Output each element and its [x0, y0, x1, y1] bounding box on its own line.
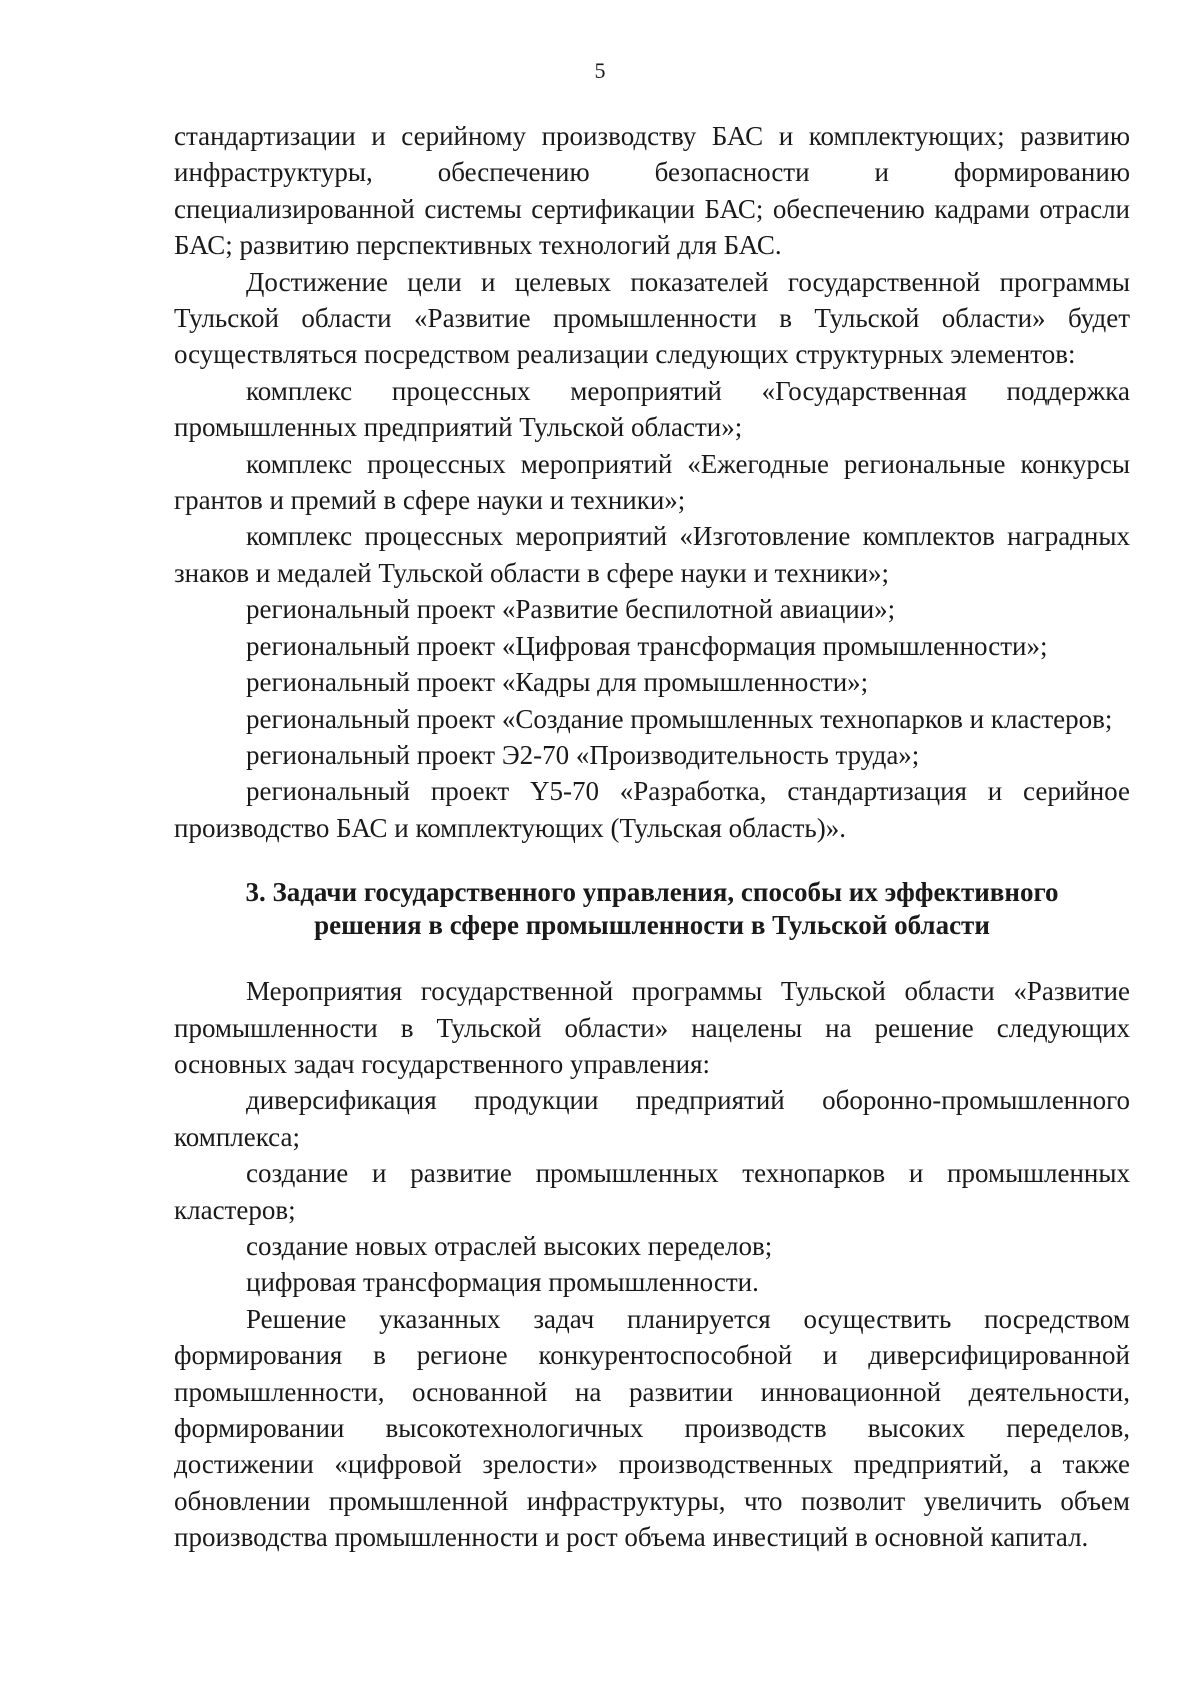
list-item: региональный проект «Кадры для промышленности»;	[246, 667, 869, 698]
list-item: цифровая трансформация промышленности.	[246, 1267, 759, 1298]
list-item: региональный проект «Создание промышленных технопарков и кластеров;	[246, 703, 1113, 734]
list-item: создание и развитие промышленных технопарков и промышленных кластеров;	[174, 1158, 1130, 1225]
section-heading-line: решения в сфере промышленности в Тульской области	[314, 910, 990, 941]
list-item: региональный проект Y5-70 «Разработка, стандартизация и серийное производство БАС и комплектующих (Тульская область)».	[174, 776, 1130, 843]
paragraph: Мероприятия государственной программы Тульской области «Развитие промышленности в Тульской области» нацелены на решение следующих основных задач государственного управления:	[174, 976, 1130, 1079]
paragraph: Достижение цели и целевых показателей государственной программы Тульской области «Развитие промышленности в Тульской области» будет осуществляться посредством реализации следующих структурных элементов:	[174, 266, 1130, 370]
paragraph: стандартизации и серийному производству БАС и комплектующих; развитию инфраструктуры, обеспечению безопасности и формированию специализированной системы сертификации БАС; обеспечению кадрами отрасли БАС; развитию перспективных технологий для БАС.	[174, 121, 1130, 261]
section-heading	[174, 876, 1130, 942]
list-item: комплекс процессных мероприятий «Изготовление комплектов наградных знаков и медалей Тульской области в сфере науки и техники»;	[174, 521, 1130, 588]
list-item: создание новых отраслей высоких переделов;	[246, 1230, 773, 1261]
page-number: 5	[594, 58, 606, 83]
section-heading-line: 3. Задачи государственного управления, способы их эффективного	[245, 877, 1059, 908]
list-item: комплекс процессных мероприятий «Ежегодные региональные конкурсы грантов и премий в сфере науки и техники»;	[174, 448, 1130, 516]
list-item: региональный проект «Развитие беспилотной авиации»;	[246, 594, 896, 625]
list-item: диверсификация продукции предприятий оборонно-промышленного комплекса;	[174, 1085, 1130, 1152]
paragraph: Решение указанных задач планируется осуществить посредством формирования в регионе конкурентоспособной и диверсифицированной промышленности, основанной на развитии инновационной деятельности, формировании высокотехнологичных производств высоких переделов, достижении «цифровой зрелости» производственных предприятий, а также обновлении промышленной инфраструктуры, что позволит увеличить объем производства промышленности и рост объема инвестиций в основной капитал.	[174, 1303, 1130, 1553]
document-body	[174, 118, 1130, 1556]
list-item: региональный проект Э2-70 «Производительность труда»;	[246, 739, 920, 770]
list-item: региональный проект «Цифровая трансформация промышленности»;	[246, 630, 1048, 661]
list-item: комплекс процессных мероприятий «Государственная поддержка промышленных предприятий Тульской области»;	[174, 375, 1130, 443]
